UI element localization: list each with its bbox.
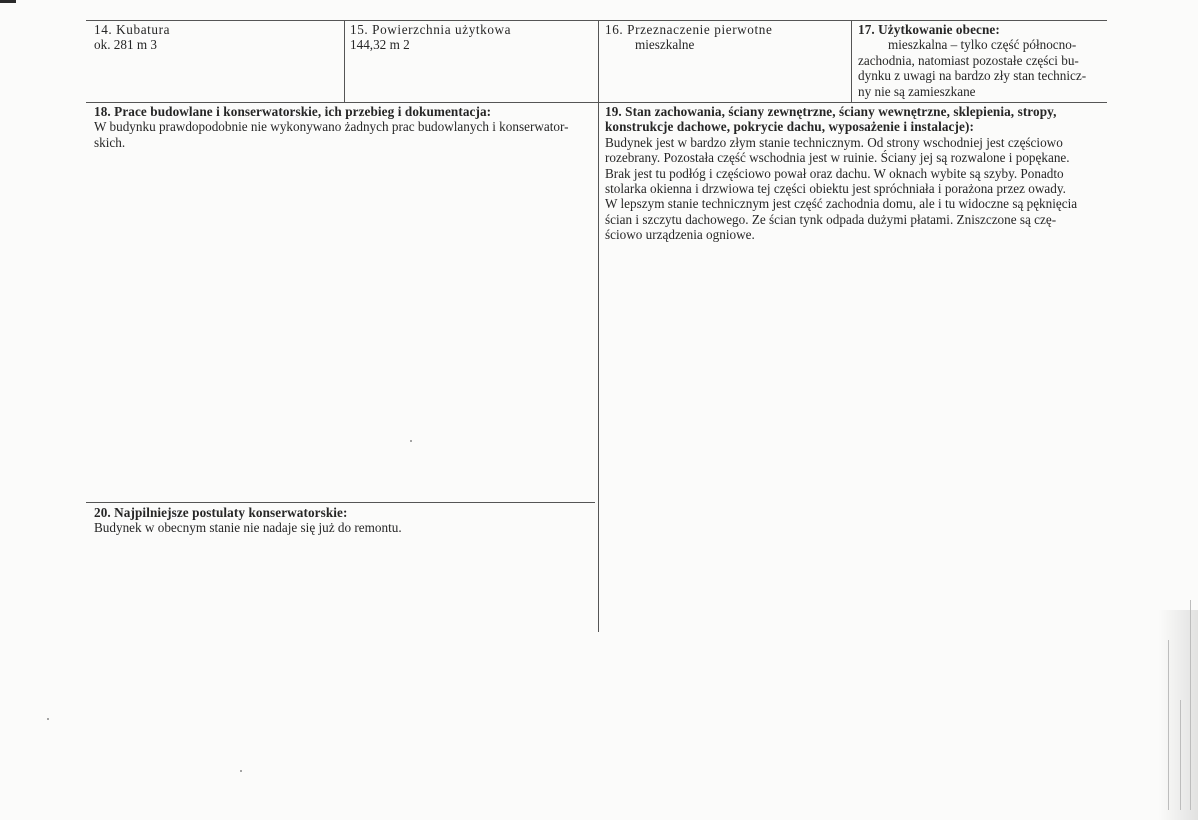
field-label: 16. Przeznaczenie pierwotne — [605, 22, 773, 37]
field-label: 19. Stan zachowania, ściany zewnętrzne, ściany wewnętrzne, sklepienia, stropy, — [605, 104, 1057, 119]
scan-edge-line — [1168, 640, 1169, 810]
field-value: mieszkalne — [635, 37, 695, 53]
field-label: 17. Użytkowanie obecne: — [858, 22, 1000, 37]
field-14-kubatura — [94, 22, 339, 53]
field-16-przeznaczenie — [605, 22, 850, 53]
field-label: 18. Prace budowlane i konserwatorskie, ich przebieg i dokumentacja: — [94, 104, 492, 119]
field-value-line: skich. — [94, 134, 126, 150]
field-value-line: W lepszym stanie technicznym jest część zachodnia domu, ale i tu widoczne są pęknięcia — [605, 196, 1078, 212]
table-top-border — [86, 20, 1107, 21]
field-value: ok. 281 m 3 — [94, 37, 158, 53]
field-label: 14. Kubatura — [94, 22, 171, 37]
table-row-divider — [86, 502, 595, 503]
field-value-line: ścian i szczytu dachowego. Ze ścian tynk odpada dużymi płatami. Zniszczone są czę- — [605, 211, 1057, 227]
table-row-divider — [86, 102, 1107, 103]
scan-speck — [410, 440, 412, 442]
scan-corner-mark — [0, 0, 16, 3]
scan-edge-line — [1190, 600, 1191, 810]
field-value-line: Brak jest tu podłóg i częściowo pował oraz dachu. W oknach wybite są szyby. Ponadto — [605, 165, 1064, 181]
table-column-divider — [598, 20, 599, 632]
table-column-divider — [851, 20, 852, 102]
scan-speck — [240, 770, 242, 772]
field-value-line: stolarka okienna i drzwiowa tej części obiektu jest spróchniała i porażona przez owady. — [605, 181, 1066, 197]
field-value-line: W budynku prawdopodobnie nie wykonywano żadnych prac budowlanych i konserwator- — [94, 119, 569, 135]
field-value-line: rozebrany. Pozostała część wschodnia jest w ruinie. Ściany jej są rozwalone i popękane. — [605, 150, 1070, 166]
field-20-postulaty — [94, 505, 594, 536]
field-18-prace-budowlane — [94, 104, 594, 150]
field-value-line: mieszkalna – tylko część północno- — [888, 37, 1077, 53]
field-label: 15. Powierzchnia użytkowa — [350, 22, 512, 37]
scan-edge-line — [1180, 700, 1181, 810]
scan-edge-shadow — [1158, 610, 1198, 820]
field-value-line: Budynek jest w bardzo złym stanie technicznym. Od strony wschodniej jest częściowo — [605, 134, 1063, 150]
field-label: konstrukcje dachowe, pokrycie dachu, wyposażenie i instalacje): — [605, 119, 974, 135]
field-15-powierzchnia — [350, 22, 595, 53]
field-value-line: ny nie są zamieszkane — [858, 83, 976, 99]
field-19-stan-zachowania — [605, 104, 1107, 243]
field-17-uzytkowanie — [858, 22, 1108, 99]
field-value-line: zachodnia, natomiast pozostałe części bu- — [858, 52, 1079, 68]
field-label: 20. Najpilniejsze postulaty konserwatorskie: — [94, 505, 348, 520]
field-value: Budynek w obecnym stanie nie nadaje się już do remontu. — [94, 520, 402, 536]
field-value: 144,32 m 2 — [350, 37, 410, 53]
field-value-line: ściowo urządzenia ogniowe. — [605, 227, 755, 243]
table-column-divider — [344, 20, 345, 102]
scan-speck — [47, 718, 49, 720]
field-value-line: dynku z uwagi na bardzo zły stan technicz- — [858, 68, 1087, 84]
